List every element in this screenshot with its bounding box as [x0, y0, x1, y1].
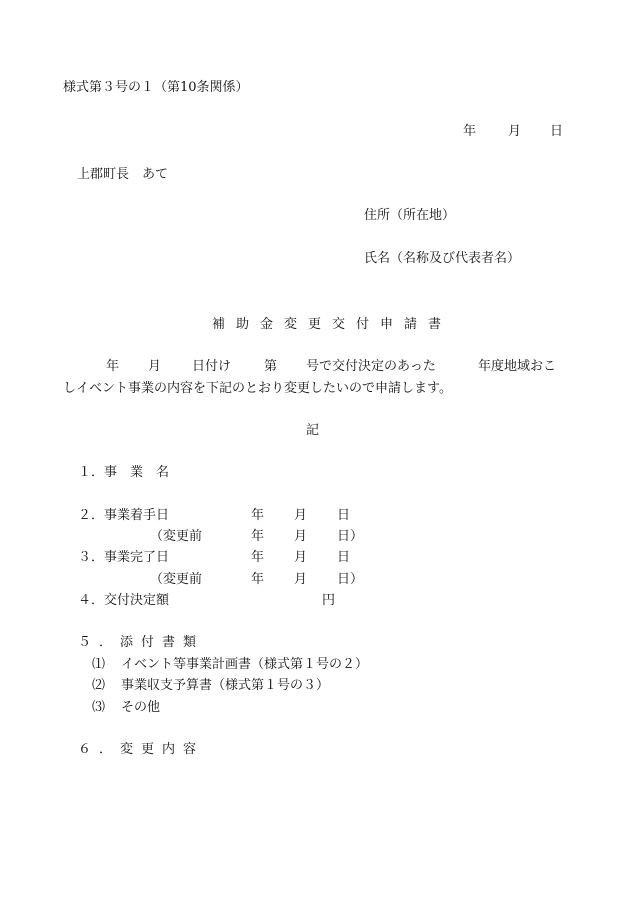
body-year: 年: [106, 359, 120, 374]
item-3-before-year: 年: [251, 572, 265, 587]
item-3-before-month: 月: [294, 572, 308, 587]
item-6-label: ６．変更内容: [78, 742, 205, 757]
body-line-2: しイベント事業の内容を下記のとおり変更したいので申請します。: [63, 381, 452, 396]
address-label: 住所（所在地）: [364, 208, 456, 223]
item-2-before-month: 月: [294, 529, 308, 544]
document-title: 補助金変更交付申請書: [212, 317, 453, 332]
item-3-label: ３．事業完了日: [78, 550, 170, 565]
item-2-before-label: （変更前: [150, 529, 203, 544]
item-3-day: 日: [337, 550, 351, 565]
item-5-sub-2-num: ⑵: [92, 678, 106, 693]
ki-label: 記: [306, 423, 320, 438]
date-month-label: 月: [508, 124, 522, 139]
item-5-sub-1-text: イベント等事業計画書（様式第１号の２）: [121, 657, 369, 672]
item-1-label: １．事 業 名: [78, 465, 170, 480]
item-4-yen: 円: [322, 593, 336, 608]
name-label: 氏名（名称及び代表者名）: [364, 251, 521, 266]
form-number: 様式第３号の１（第10条関係）: [63, 80, 249, 95]
item-3-year: 年: [251, 550, 265, 565]
item-5-sub-3-text: その他: [121, 700, 161, 715]
body-day: 日付け: [192, 359, 232, 374]
item-2-month: 月: [294, 508, 308, 523]
item-5-sub-1-num: ⑴: [92, 657, 106, 672]
body-fiscal: 年度地域おこ: [478, 359, 557, 374]
item-2-year: 年: [251, 508, 265, 523]
item-5-sub-2-text: 事業収支予算書（様式第１号の３）: [121, 678, 330, 693]
item-3-month: 月: [294, 550, 308, 565]
date-day-label: 日: [550, 124, 564, 139]
item-2-before-year: 年: [251, 529, 265, 544]
item-5-sub-3-num: ⑶: [92, 700, 106, 715]
item-3-before-day: 日）: [337, 572, 364, 587]
item-2-day: 日: [337, 508, 351, 523]
date-year-label: 年: [463, 124, 477, 139]
item-2-before-day: 日）: [337, 529, 364, 544]
item-2-label: ２．事業着手日: [78, 508, 170, 523]
body-no-suffix: 号で交付決定のあった: [306, 359, 436, 374]
item-4-label: ４．交付決定額: [78, 593, 170, 608]
body-no-prefix: 第: [264, 359, 278, 374]
item-3-before-label: （変更前: [150, 572, 203, 587]
body-month: 月: [148, 359, 162, 374]
addressee: 上郡町長 あて: [77, 167, 169, 182]
item-5-label: ５．添付書類: [78, 635, 205, 650]
